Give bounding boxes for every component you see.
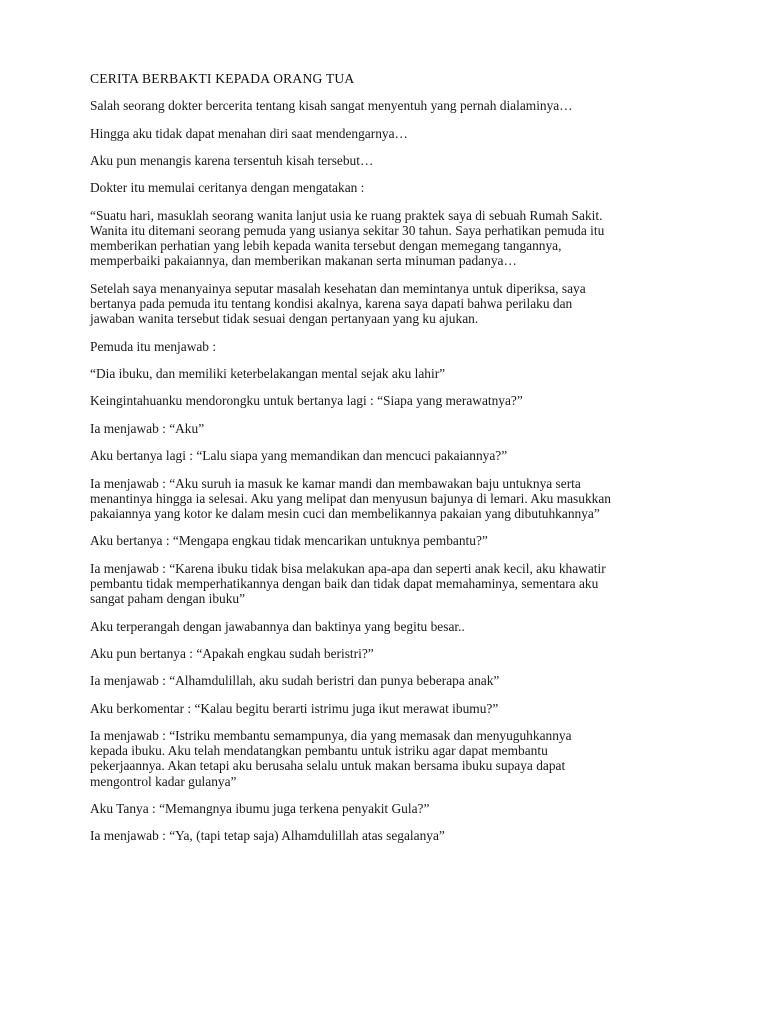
- paragraph: Aku terperangah dengan jawabannya dan baktinya yang begitu besar..: [90, 618, 465, 634]
- paragraph: Ia menjawab : “Aku suruh ia masuk ke kamar mandi dan membawakan baju untuknya serta menantinya hingga ia selesai. Aku yang melipat dan menyusun bajunya di lemari. Aku masukkan pakaiannya yang kotor ke dalam mesin cuci dan membelikannya pakaian yang dibutuhkannya”: [90, 475, 611, 521]
- paragraph: Ia menjawab : “Aku”: [90, 420, 205, 436]
- paragraph: Ia menjawab : “Ya, (tapi tetap saja) Alhamdulillah atas segalanya”: [90, 828, 445, 844]
- paragraph: Aku pun menangis karena tersentuh kisah tersebut…: [90, 152, 374, 168]
- paragraph: Aku bertanya lagi : “Lalu siapa yang memandikan dan mencuci pakaiannya?”: [90, 448, 508, 464]
- paragraph: Aku Tanya : “Memangnya ibumu juga terkena penyakit Gula?”: [90, 801, 430, 817]
- paragraph: Aku pun bertanya : “Apakah engkau sudah beristri?”: [90, 645, 374, 661]
- document-title: CERITA BERBAKTI KEPADA ORANG TUA: [90, 71, 355, 86]
- document-body: [90, 71, 690, 856]
- paragraph: Aku berkomentar : “Kalau begitu berarti istrimu juga ikut merawat ibumu?”: [90, 700, 499, 716]
- paragraph: Ia menjawab : “Alhamdulillah, aku sudah beristri dan punya beberapa anak”: [90, 673, 500, 689]
- paragraph: Ia menjawab : “Istriku membantu semampunya, dia yang memasak dan menyuguhkannya kepada ibuku. Aku telah mendatangkan pembantu untuk istriku agar dapat membantu pekerjaannya. Akan tetapi aku berusaha selalu untuk makan bersama ibuku supaya dapat mengontrol kadar gulanya”: [90, 728, 572, 789]
- paragraph: Keingintahuanku mendorongku untuk bertanya lagi : “Siapa yang merawatnya?”: [90, 393, 523, 409]
- paragraph: Ia menjawab : “Karena ibuku tidak bisa melakukan apa-apa dan seperti anak kecil, aku khawatir pembantu tidak memperhatikannya dengan baik dan tidak dapat memahaminya, sementara aku sangat paham dengan ibuku”: [90, 560, 606, 607]
- paragraph: Pemuda itu menjawab :: [90, 338, 217, 354]
- paragraph: “Dia ibuku, dan memiliki keterbelakangan mental sejak aku lahir”: [90, 365, 446, 381]
- paragraph: Aku bertanya : “Mengapa engkau tidak mencarikan untuknya pembantu?”: [90, 533, 488, 549]
- paragraph: “Suatu hari, masuklah seorang wanita lanjut usia ke ruang praktek saya di sebuah Rumah Sakit. Wanita itu ditemani seorang pemuda yang usianya sekitar 30 tahun. Saya perhatikan pemuda itu memberikan perhatian yang lebih kepada wanita tersebut dengan memegang tangannya, memperbaiki pakaiannya, dan memberikan makanan serta minuman padanya…: [90, 207, 605, 269]
- paragraph: Hingga aku tidak dapat menahan diri saat mendengarnya…: [90, 125, 408, 141]
- paragraph: Salah seorang dokter bercerita tentang kisah sangat menyentuh yang pernah dialaminya…: [90, 98, 573, 114]
- paragraph: Dokter itu memulai ceritanya dengan mengatakan :: [90, 180, 365, 196]
- paragraph: Setelah saya menanyainya seputar masalah kesehatan dan memintanya untuk diperiksa, saya bertanya pada pemuda itu tentang kondisi akalnya, karena saya dapati bahwa perilaku dan jawaban wanita tersebut tidak sesuai dengan pertanyaan yang ku ajukan.: [90, 280, 586, 327]
